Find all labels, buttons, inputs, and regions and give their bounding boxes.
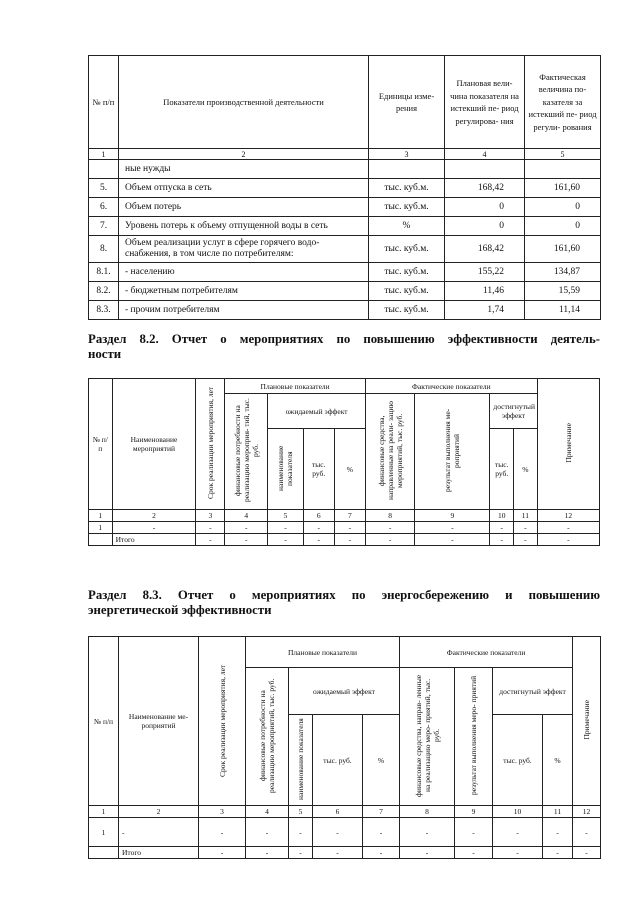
col-num: 11	[514, 510, 538, 522]
row-fact: 161,60	[525, 236, 601, 263]
cell: -	[537, 534, 599, 546]
row-plan: 0	[445, 217, 525, 236]
cell: -	[199, 847, 246, 859]
header-fact: Фактические показатели	[400, 637, 573, 668]
total-row	[89, 534, 600, 546]
header-term-text: Срок реализации мероприятия, лет	[217, 663, 227, 777]
row-number: 8.1.	[89, 263, 119, 282]
cell: -	[303, 522, 334, 534]
cell: -	[415, 522, 490, 534]
row-number: 7.	[89, 217, 119, 236]
col-num: 7	[334, 510, 365, 522]
row-unit: тыс. куб.м.	[369, 179, 445, 198]
cell: -	[289, 818, 313, 847]
section-8-2-heading	[88, 332, 600, 362]
row-unit: тыс. куб.м.	[369, 198, 445, 217]
cell: -	[196, 522, 225, 534]
cell: 1	[89, 522, 113, 534]
row-plan: 168,42	[445, 179, 525, 198]
cell: -	[225, 522, 268, 534]
table-row	[89, 522, 600, 534]
header-name: Наименование ме- роприятий	[119, 637, 199, 806]
cell	[89, 534, 113, 546]
section-heading-line: энергетической эффективности	[88, 603, 272, 617]
header-pct2: %	[543, 715, 573, 806]
header-note	[573, 637, 601, 806]
cell: -	[537, 522, 599, 534]
col-num: 7	[363, 806, 400, 818]
cell	[89, 847, 119, 859]
col-num: 12	[537, 510, 599, 522]
cell: -	[365, 522, 414, 534]
col-num: 9	[455, 806, 493, 818]
header-term	[199, 637, 246, 806]
row-unit: тыс. куб.м.	[369, 263, 445, 282]
cell: -	[334, 534, 365, 546]
header-expected: ожидаемый эффект	[268, 394, 366, 429]
col-num: 3	[196, 510, 225, 522]
column-number-row	[89, 510, 600, 522]
cell: -	[365, 534, 414, 546]
energy-saving-measures-table	[88, 636, 601, 859]
col-num: 5	[525, 149, 601, 160]
cell: -	[543, 818, 573, 847]
header-plan: Плановые показатели	[246, 637, 400, 668]
row-fact: 0	[525, 217, 601, 236]
header-achieved: достигнутый эффект	[490, 394, 537, 429]
col-num: 1	[89, 510, 113, 522]
column-number-row	[89, 806, 601, 818]
header-plan: Плановые показатели	[225, 379, 366, 394]
header-fact: Фактические показатели	[365, 379, 537, 394]
header-result	[415, 394, 490, 510]
header-cell: Фактическая величина по- казателя за истекший пе- риод регули- рования	[525, 56, 601, 149]
header-trub2: тыс. руб.	[493, 715, 543, 806]
header-pct: %	[363, 715, 400, 806]
header-fin-text: финансовые потребности на реализацию мероприя- тий, тыс. руб.	[232, 398, 260, 503]
table-row	[89, 179, 601, 198]
cell: -	[543, 847, 573, 859]
row-plan: 168,42	[445, 236, 525, 263]
header-indicator	[289, 715, 313, 806]
cell: -	[313, 847, 363, 859]
table-row	[89, 217, 601, 236]
row-number	[89, 160, 119, 179]
header-num: № п/п	[89, 379, 113, 510]
row-unit	[369, 160, 445, 179]
header-indicator-text: наименование показателя	[296, 718, 305, 800]
column-number-row	[89, 149, 601, 160]
section-heading-line: Раздел 8.3. Отчет о мероприятиях по энергосбережению и повышению	[88, 588, 600, 602]
header-note-text: Примечание	[563, 423, 573, 463]
header-cell: Показатели производственной деятельности	[119, 56, 369, 149]
header-trub: тыс. руб.	[313, 715, 363, 806]
col-num: 5	[268, 510, 303, 522]
col-num: 2	[112, 510, 196, 522]
cell: -	[514, 534, 538, 546]
table-row	[89, 818, 601, 847]
header-ffin	[400, 668, 455, 806]
col-num: 11	[543, 806, 573, 818]
header-ffin	[365, 394, 414, 510]
header-pct: %	[334, 429, 365, 510]
row-unit: тыс. куб.м.	[369, 301, 445, 320]
row-number: 6.	[89, 198, 119, 217]
col-num: 8	[365, 510, 414, 522]
row-fact: 11,14	[525, 301, 601, 320]
header-fin	[225, 394, 268, 510]
cell: -	[490, 522, 514, 534]
cell: -	[196, 534, 225, 546]
cell: -	[455, 847, 493, 859]
header-result-text: результат выполнения ме- роприятий	[443, 408, 462, 493]
row-name: Объем отпуска в сеть	[119, 179, 369, 198]
col-num: 10	[490, 510, 514, 522]
production-indicators-table	[88, 55, 601, 320]
header-trub: тыс. руб.	[303, 429, 334, 510]
row-fact: 15,59	[525, 282, 601, 301]
cell: -	[400, 847, 455, 859]
section-heading-line: ности	[88, 347, 122, 361]
cell: -	[268, 522, 303, 534]
header-term	[196, 379, 225, 510]
cell: -	[490, 534, 514, 546]
col-num: 3	[199, 806, 246, 818]
row-plan: 1,74	[445, 301, 525, 320]
header-ffin-text: финансовые средства, направ- ленные на реализацию меро- приятий, тыс. руб.	[413, 674, 441, 797]
header-note	[537, 379, 599, 510]
cell: -	[455, 818, 493, 847]
header-achieved: достигнутый эффект	[493, 668, 573, 715]
cell: -	[199, 818, 246, 847]
header-indicator	[268, 429, 303, 510]
cell: -	[493, 847, 543, 859]
table-row	[89, 301, 601, 320]
cell: -	[289, 847, 313, 859]
row-unit: тыс. куб.м.	[369, 236, 445, 263]
header-trub2: тыс. руб.	[490, 429, 514, 510]
header-row	[89, 637, 601, 668]
col-num: 4	[225, 510, 268, 522]
col-num: 6	[313, 806, 363, 818]
col-num: 1	[89, 149, 119, 160]
row-plan	[445, 160, 525, 179]
table-row	[89, 282, 601, 301]
cell: -	[363, 818, 400, 847]
header-row	[89, 379, 600, 394]
row-fact: 0	[525, 198, 601, 217]
cell: -	[303, 534, 334, 546]
row-name: Объем потерь	[119, 198, 369, 217]
cell: -	[514, 522, 538, 534]
table-row	[89, 198, 601, 217]
header-fin-text: финансовые потребности на реализацию мероприятий, тыс. руб.	[258, 678, 276, 793]
row-name: Уровень потерь к объему отпущенной воды в сеть	[119, 217, 369, 236]
cell: 1	[89, 818, 119, 847]
col-num: 12	[573, 806, 601, 818]
row-number: 5.	[89, 179, 119, 198]
col-num: 4	[445, 149, 525, 160]
header-indicator-text: наименование показателя	[276, 445, 295, 491]
efficiency-measures-table	[88, 378, 600, 546]
col-num: 3	[369, 149, 445, 160]
row-number: 8.	[89, 236, 119, 263]
total-label: Итого	[119, 847, 199, 859]
cell: -	[400, 818, 455, 847]
header-num: № п/п	[89, 637, 119, 806]
section-8-3-heading	[88, 588, 600, 618]
table-row	[89, 263, 601, 282]
row-name: - населению	[119, 263, 369, 282]
col-num: 8	[400, 806, 455, 818]
row-fact: 161,60	[525, 179, 601, 198]
header-fin	[246, 668, 289, 806]
row-unit: тыс. куб.м.	[369, 282, 445, 301]
col-num: 2	[119, 149, 369, 160]
header-expected: ожидаемый эффект	[289, 668, 400, 715]
col-num: 1	[89, 806, 119, 818]
header-ffin-text: финансовые средства, направленные на реали- зацию мероприятий, тыс. руб.	[376, 401, 404, 500]
total-row	[89, 847, 601, 859]
cell: -	[334, 522, 365, 534]
total-label: Итого	[112, 534, 196, 546]
col-num: 10	[493, 806, 543, 818]
col-num: 5	[289, 806, 313, 818]
row-plan: 0	[445, 198, 525, 217]
row-unit: %	[369, 217, 445, 236]
table-header-row	[89, 56, 601, 149]
row-number: 8.2.	[89, 282, 119, 301]
cell: -	[493, 818, 543, 847]
row-name: - бюджетным потребителям	[119, 282, 369, 301]
row-plan: 11,46	[445, 282, 525, 301]
header-result-text: результат выполнения меро- приятий	[469, 675, 478, 796]
cell: -	[246, 818, 289, 847]
header-cell: № п/п	[89, 56, 119, 149]
row-fact	[525, 160, 601, 179]
cell: -	[573, 847, 601, 859]
header-cell: Плановая вели- чина показателя на истекший пе- риод регулирова- ния	[445, 56, 525, 149]
row-name: ные нужды	[119, 160, 369, 179]
col-num: 9	[415, 510, 490, 522]
header-pct2: %	[514, 429, 538, 510]
cell: -	[246, 847, 289, 859]
header-cell: Единицы изме- рения	[369, 56, 445, 149]
section-heading-line: Раздел 8.2. Отчет о мероприятиях по повышению эффективности деятель-	[88, 332, 600, 346]
col-num: 4	[246, 806, 289, 818]
row-name: Объем реализации услуг в сфере горячего водо- снабжения, в том числе по потребителям:	[119, 236, 369, 263]
header-term-text: Срок реализации мероприятия, лет	[205, 386, 215, 500]
header-name: Наименование мероприятий	[112, 379, 196, 510]
cell: -	[573, 818, 601, 847]
row-name: - прочим потребителям	[119, 301, 369, 320]
cell: -	[363, 847, 400, 859]
header-note-text: Примечание	[582, 700, 592, 740]
cell: -	[415, 534, 490, 546]
row-number: 8.3.	[89, 301, 119, 320]
col-num: 2	[119, 806, 199, 818]
cell: -	[225, 534, 268, 546]
table-row	[89, 160, 601, 179]
row-fact: 134,87	[525, 263, 601, 282]
cell: -	[112, 522, 196, 534]
row-plan: 155,22	[445, 263, 525, 282]
header-result	[455, 668, 493, 806]
cell: -	[268, 534, 303, 546]
col-num: 6	[303, 510, 334, 522]
cell: -	[119, 818, 199, 847]
cell: -	[313, 818, 363, 847]
table-row	[89, 236, 601, 263]
